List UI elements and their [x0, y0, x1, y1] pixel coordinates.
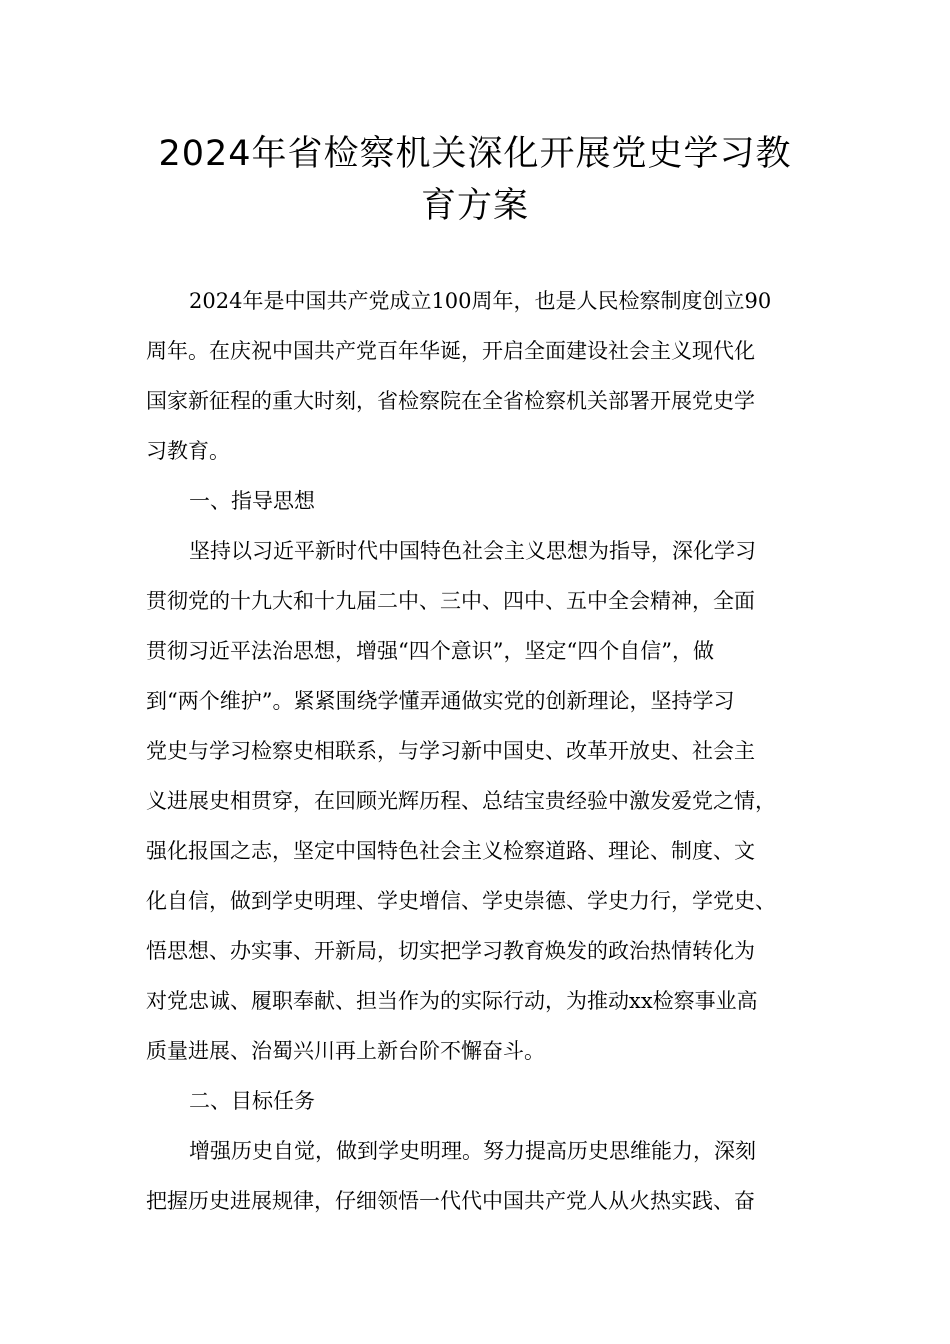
paragraph-line: 国家新征程的重大时刻，省检察院在全省检察机关部署开展党史学	[146, 389, 755, 413]
paragraph-line: 到“两个维护”。紧紧围绕学懂弄通做实党的创新理论，坚持学习	[146, 689, 735, 713]
paragraph-line: 坚持以习近平新时代中国特色社会主义思想为指导，深化学习	[189, 539, 756, 563]
paragraph-line: 贯彻党的十九大和十九届二中、三中、四中、五中全会精神，全面	[146, 589, 755, 613]
document-title-line-2: 育方案	[420, 186, 529, 226]
paragraph-line: 贯彻习近平法治思想，增强“四个意识”，坚定“四个自信”，做	[146, 639, 714, 663]
paragraph-line: 质量进展、治蜀兴川再上新台阶不懈奋斗。	[146, 1039, 545, 1063]
paragraph-line: 习教育。	[146, 439, 230, 463]
paragraph-line: 悟思想、办实事、开新局，切实把学习教育焕发的政治热情转化为	[146, 939, 755, 963]
paragraph-line: 把握历史进展规律，仔细领悟一代代中国共产党人从火热实践、奋	[146, 1189, 755, 1213]
section-heading: 二、目标任务	[189, 1089, 315, 1113]
section-heading: 一、指导思想	[189, 489, 315, 513]
paragraph-line: 增强历史自觉，做到学史明理。努力提高历史思维能力，深刻	[189, 1139, 756, 1163]
paragraph-line: 党史与学习检察史相联系，与学习新中国史、改革开放史、社会主	[146, 739, 755, 763]
paragraph-line: 强化报国之志，坚定中国特色社会主义检察道路、理论、制度、文	[146, 839, 755, 863]
document-title-line-1: 2024年省检察机关深化开展党史学习教	[158, 134, 792, 174]
paragraph-line: 周年。在庆祝中国共产党百年华诞，开启全面建设社会主义现代化	[146, 339, 755, 363]
paragraph-line: 化自信，做到学史明理、学史增信、学史崇德、学史力行，学党史、	[146, 889, 776, 913]
paragraph-line: 对党忠诚、履职奉献、担当作为的实际行动，为推动xx检察事业高	[146, 989, 758, 1013]
paragraph-line: 义进展史相贯穿，在回顾光辉历程、总结宝贵经验中激发爱党之情，	[146, 789, 776, 813]
paragraph-line: 2024年是中国共产党成立100周年，也是人民检察制度创立90	[189, 289, 772, 313]
